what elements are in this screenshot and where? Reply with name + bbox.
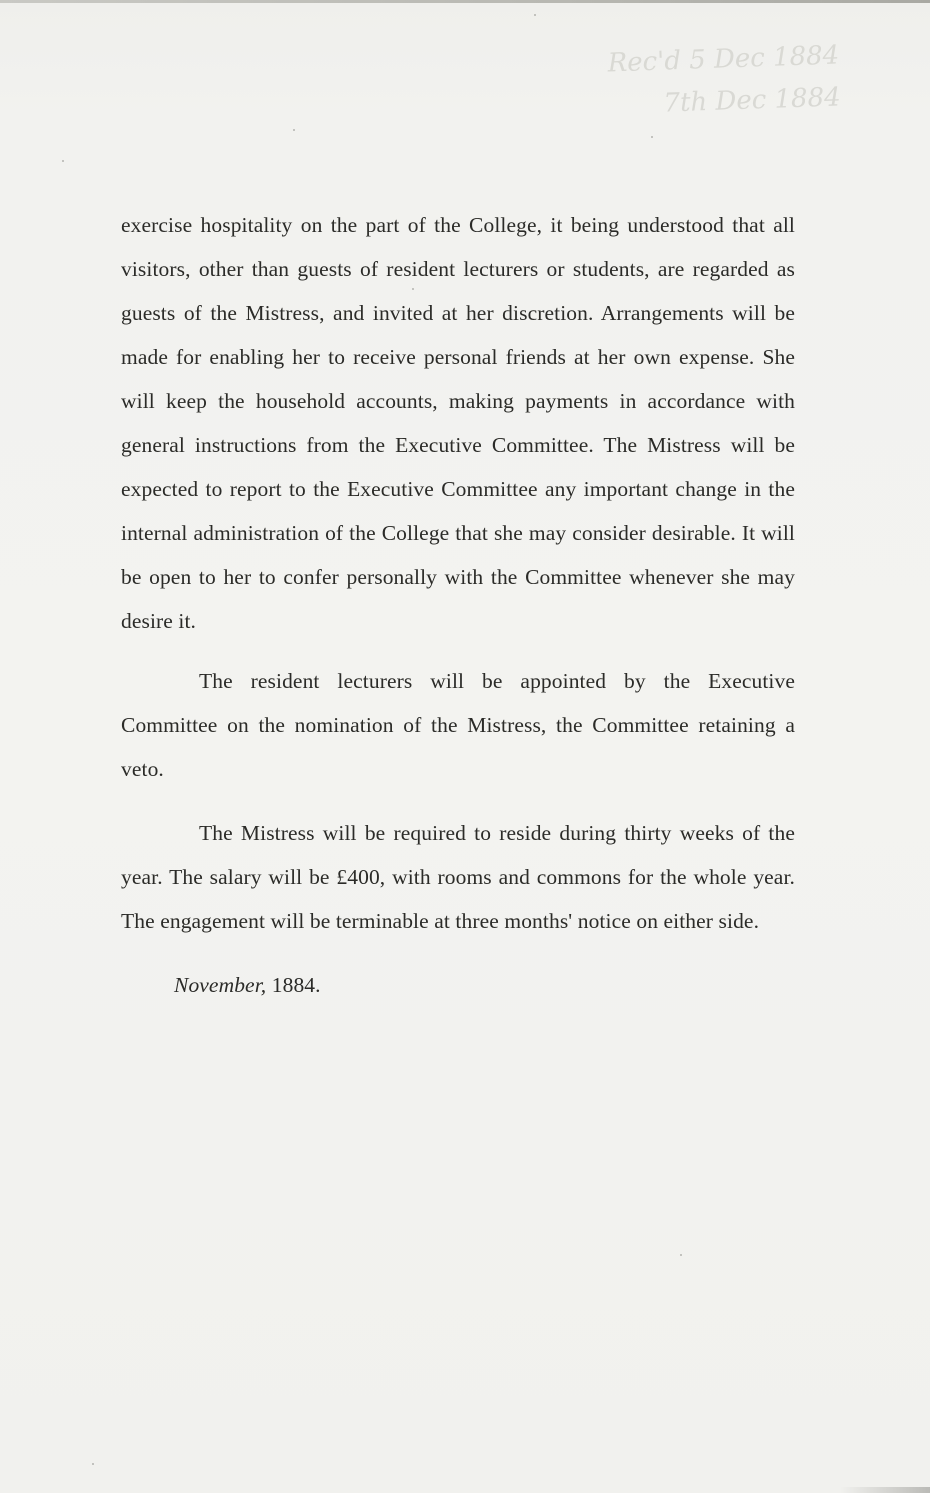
paper-speck [293, 129, 295, 131]
dateline [174, 963, 795, 1007]
paragraph-resident-lecturers: The resident lecturers will be appointed by the Executive Committee on the nomination of the Mistress, the Committee retaining a veto. [121, 669, 795, 781]
show-through-handwritten-note [519, 34, 842, 129]
page-top-edge [0, 0, 930, 3]
paper-speck [62, 160, 64, 162]
paper-speck [92, 1463, 94, 1465]
paper-speck [651, 136, 653, 138]
paragraph-residence-salary: The Mistress will be required to reside during thirty weeks of the year. The salary will be £400, with rooms and commons for the whole year. The engagement will be terminable at three months' notice on either side. [121, 821, 795, 933]
paper-speck [412, 288, 414, 290]
dateline-month: November, [174, 973, 267, 997]
paragraph-hospitality: exercise hospitality on the part of the College, it being understood that all visitors, other than guests of resident lecturers or students, are regarded as guests of the Mistress, and invited at her discretion. Arrangements will be made for enabling her to receive personal friends at her own expense. She will keep the household accounts, making payments in accordance with general instructions from the Executive Committee. The Mistress will be expected to report to the Executive Committee any important change in the internal administration of the College that she may consider desirable. It will be open to her to confer personally with the Committee whenever she may desire it. [121, 213, 795, 633]
paper-speck [680, 1254, 682, 1256]
paper-speck [534, 14, 536, 16]
show-through-line-2: 7th Dec 1884 [662, 82, 842, 119]
dateline-year: 1884. [271, 973, 321, 997]
page-bottom-edge [840, 1487, 930, 1493]
show-through-line-1: Rec'd 5 Dec 1884 [607, 40, 840, 79]
document-body [121, 203, 795, 1007]
